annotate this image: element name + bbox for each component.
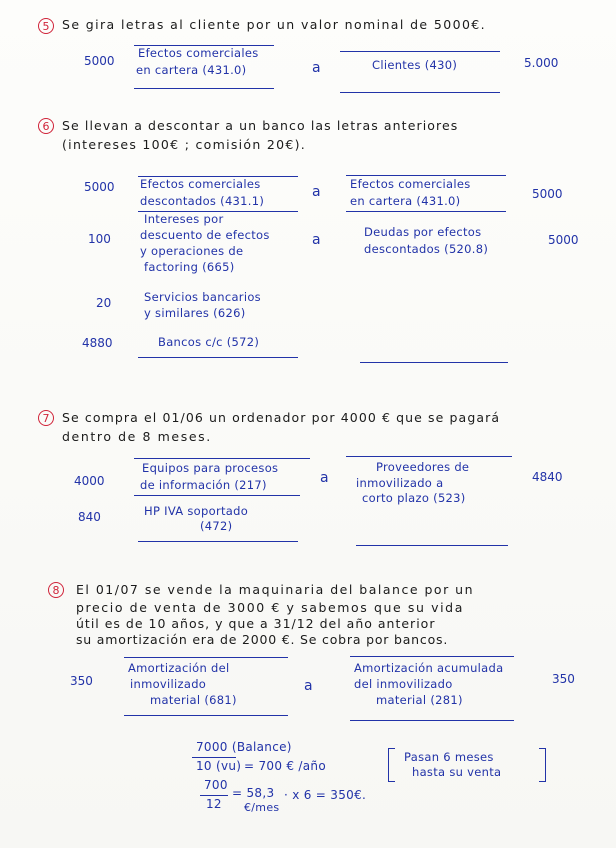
entry-7-credit-amount: 4840 (532, 470, 563, 484)
entry-6-row1-amount: 5000 (84, 180, 115, 194)
entry-7-row2-amount: 840 (78, 510, 101, 524)
entry-8-debit-line2: inmovilizado (130, 677, 207, 691)
entry-7-row2-debit-line2: (472) (200, 519, 233, 533)
entry-6-row3-debit-line1: Servicios bancarios (144, 290, 261, 304)
calc-1-fraction-bar (192, 757, 236, 758)
entry-7-credit-line1: Proveedores de (376, 460, 470, 474)
entry-number-5: 5 (38, 18, 54, 34)
entry-5-credit-account: Clientes (430) (372, 58, 458, 72)
entry-6-row3-debit-line2: y similares (626) (144, 306, 246, 320)
entry-7-rule-bottom-right (356, 545, 508, 546)
calc-2-denominator: 12 (206, 797, 222, 811)
note-line2: hasta su venta (412, 765, 502, 779)
entry-7-credit-line2: inmovilizado a (356, 476, 444, 490)
entry-6-statement-line1: Se llevan a descontar a un banco las letras anteriores (62, 118, 459, 133)
entry-6-row4-amount: 4880 (82, 336, 113, 350)
entry-8-rule-bottom-left (124, 715, 288, 716)
entry-6-row1-credit-amount: 5000 (532, 187, 563, 201)
entry-7-rule-top-left (134, 458, 310, 459)
entry-6-statement-line2: (intereses 100€ ; comisión 20€). (62, 137, 307, 152)
entry-8-debit-amount: 350 (70, 674, 93, 688)
entry-6-row2-a: a (312, 232, 321, 248)
entry-6-row2-debit-line2: descuento de efectos (140, 228, 270, 242)
entry-6-rule-bottom-left (138, 357, 298, 358)
entry-6-row2-amount: 100 (88, 232, 111, 246)
entry-6-rule-top-right (346, 175, 506, 176)
entry-5-rule-top-left (134, 45, 274, 46)
entry-8-a: a (304, 678, 313, 694)
entry-8-debit-line1: Amortización del (128, 661, 230, 675)
entry-6-row2-credit-line1: Deudas por efectos (364, 225, 482, 239)
entry-5-debit-account-line2: en cartera (431.0) (136, 63, 247, 77)
entry-7-row1-debit-line2: de información (217) (140, 478, 267, 492)
entry-8-statement-line3: útil es de 10 años, y que a 31/12 del año anterior (76, 616, 436, 631)
entry-6-row2-credit-line2: descontados (520.8) (364, 242, 489, 256)
entry-8-rule-top-left (124, 657, 288, 658)
entry-number-6: 6 (38, 118, 54, 134)
entry-7-statement-line1: Se compra el 01/06 un ordenador por 4000 € que se pagará (62, 410, 501, 425)
entry-number-7: 7 (38, 410, 54, 426)
note-line1: Pasan 6 meses (404, 750, 494, 764)
entry-5-debit-account-line1: Efectos comerciales (138, 46, 259, 60)
entry-5-credit-amount: 5.000 (524, 56, 559, 70)
entry-6-row2-credit-amount: 5000 (548, 233, 579, 247)
calc-2-fraction-bar (200, 795, 228, 796)
entry-7-rule-top-right (346, 456, 512, 457)
entry-6-row2-debit-line3: y operaciones de (140, 244, 244, 258)
entry-8-statement-line4: su amortización era de 2000 €. Se cobra por bancos. (76, 632, 449, 647)
entry-7-row1-amount: 4000 (74, 474, 105, 488)
calc-1-result: = 700 € /año (244, 759, 326, 773)
entry-7-a: a (320, 470, 329, 486)
entry-5-rule-top-right (340, 51, 500, 52)
entry-5-rule-bottom-left (134, 88, 274, 89)
entry-6-row1-credit-line1: Efectos comerciales (350, 177, 471, 191)
entry-6-row4-debit: Bancos c/c (572) (158, 335, 260, 349)
entry-5-rule-bottom-right (340, 92, 500, 93)
entry-6-rule-row1-right (346, 211, 506, 212)
entry-8-rule-bottom-right (350, 720, 514, 721)
entry-6-row1-a: a (312, 184, 321, 200)
entry-6-rule-top-left (138, 176, 298, 177)
entry-5-debit-amount: 5000 (84, 54, 115, 68)
entry-7-row2-debit-line1: HP IVA soportado (144, 504, 249, 518)
entry-8-credit-line1: Amortización acumulada (354, 661, 504, 675)
calc-2-result: = 58,3 (232, 786, 275, 800)
calc-1-denominator: 10 (vu) (196, 759, 242, 773)
entry-7-credit-line3: corto plazo (523) (362, 491, 466, 505)
entry-6-row1-credit-line2: en cartera (431.0) (350, 194, 461, 208)
entry-8-credit-line2: del inmovilizado (354, 677, 453, 691)
entry-7-rule-mid-left (134, 495, 300, 496)
entry-5-statement: Se gira letras al cliente por un valor nominal de 5000€. (62, 17, 487, 32)
calc-2-multiplication: · x 6 = 350€. (284, 788, 367, 802)
entry-number-8: 8 (48, 582, 64, 598)
entry-7-row1-debit-line1: Equipos para procesos (142, 461, 279, 475)
entry-6-row2-debit-line1: Intereses por (144, 212, 224, 226)
entry-8-statement-line2: precio de venta de 3000 € y sabemos que su vida (76, 600, 464, 615)
entry-7-statement-line2: dentro de 8 meses. (62, 429, 212, 444)
calc-1-numerator: 7000 (Balance) (196, 740, 292, 754)
entry-7-rule-bottom-left (138, 541, 298, 542)
entry-8-statement-line1: El 01/07 se vende la maquinaria del balance por un (76, 582, 475, 597)
entry-6-row1-debit-line2: descontados (431.1) (140, 194, 265, 208)
entry-6-row1-debit-line1: Efectos comerciales (140, 177, 261, 191)
entry-6-row2-debit-line4: factoring (665) (144, 260, 235, 274)
entry-8-credit-amount: 350 (552, 672, 575, 686)
entry-6-row3-amount: 20 (96, 296, 112, 310)
entry-8-rule-top-right (350, 656, 514, 657)
entry-5-a: a (312, 60, 321, 76)
entry-8-debit-line3: material (681) (150, 693, 237, 707)
calc-2-numerator: 700 (204, 778, 228, 792)
entry-8-credit-line3: material (281) (376, 693, 463, 707)
calc-2-unit: €/mes (244, 801, 280, 814)
entry-6-rule-bottom-right (360, 362, 508, 363)
